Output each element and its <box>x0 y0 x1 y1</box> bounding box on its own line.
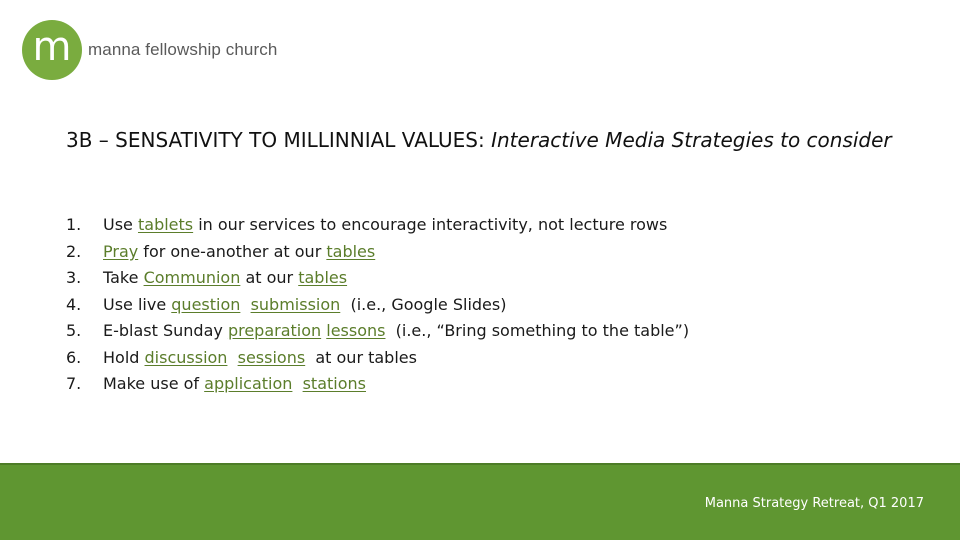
list-item-text <box>103 292 506 319</box>
slide-title <box>66 124 916 156</box>
highlighted-keyword: stations <box>302 374 366 393</box>
title-subtitle: Interactive Media Strategies to consider <box>491 128 892 152</box>
list-item-segment: Take <box>103 268 144 287</box>
list-item-text <box>103 265 347 292</box>
logo-m-icon: m <box>22 20 82 80</box>
list-item <box>66 239 689 266</box>
list-item-segment: at our <box>240 268 299 287</box>
highlighted-keyword: Pray <box>103 241 139 261</box>
highlighted-keyword: sessions <box>237 347 306 367</box>
list-item-text <box>103 212 667 239</box>
logo-text: manna fellowship church <box>88 40 278 59</box>
list-item-text <box>103 239 375 266</box>
highlighted-keyword: question <box>171 294 241 314</box>
highlighted-keyword: tables <box>298 268 348 287</box>
list-item <box>66 371 689 398</box>
highlighted-keyword: discussion <box>144 347 228 367</box>
list-item-segment: (i.e., “Bring something to the table”) <box>385 321 690 340</box>
church-logo <box>22 20 277 80</box>
list-item-segment: Make use of <box>103 374 205 393</box>
list-item <box>66 345 689 372</box>
highlighted-keyword: lessons <box>326 321 386 340</box>
list-item-number: 2. <box>66 241 82 261</box>
list-item-number: 4. <box>66 294 82 314</box>
list-item-segment: for one-another at our <box>138 241 327 261</box>
title-main: 3B – SENSATIVITY TO MILLINNIAL VALUES: <box>66 128 492 152</box>
highlighted-keyword: submission <box>250 294 341 314</box>
footer-text: Manna Strategy Retreat, Q1 2017 <box>704 496 924 511</box>
highlighted-keyword: preparation <box>227 321 322 340</box>
list-item-segment <box>292 374 302 393</box>
strategy-list <box>66 212 689 398</box>
list-item-segment <box>240 295 250 314</box>
list-item-segment: (i.e., Google Slides) <box>340 294 507 314</box>
highlighted-keyword: application <box>204 374 293 393</box>
list-item-segment: Use live <box>103 294 172 314</box>
list-item <box>66 292 689 319</box>
list-item-segment: at our tables <box>305 347 417 367</box>
highlighted-keyword: tables <box>326 241 376 261</box>
highlighted-keyword: Communion <box>143 268 241 287</box>
list-item-number: 1. <box>66 215 82 234</box>
footer-bar <box>0 463 960 540</box>
list-item-text <box>103 371 366 398</box>
list-item-segment: Use <box>103 215 138 234</box>
list-item-segment: E-blast Sunday <box>103 321 228 340</box>
list-item-text <box>103 318 689 345</box>
list-item <box>66 265 689 292</box>
list-item-segment <box>227 348 237 367</box>
list-item-text <box>103 345 417 372</box>
list-item-number: 7. <box>66 374 82 393</box>
list-item <box>66 318 689 345</box>
list-item <box>66 212 689 239</box>
highlighted-keyword: tablets <box>137 215 194 234</box>
list-item-segment: Hold <box>103 347 145 367</box>
list-item-number: 3. <box>66 268 82 287</box>
list-item-number: 6. <box>66 347 82 367</box>
list-item-segment: in our services to encourage interactivity, not lecture rows <box>193 215 668 234</box>
list-item-number: 5. <box>66 321 82 340</box>
